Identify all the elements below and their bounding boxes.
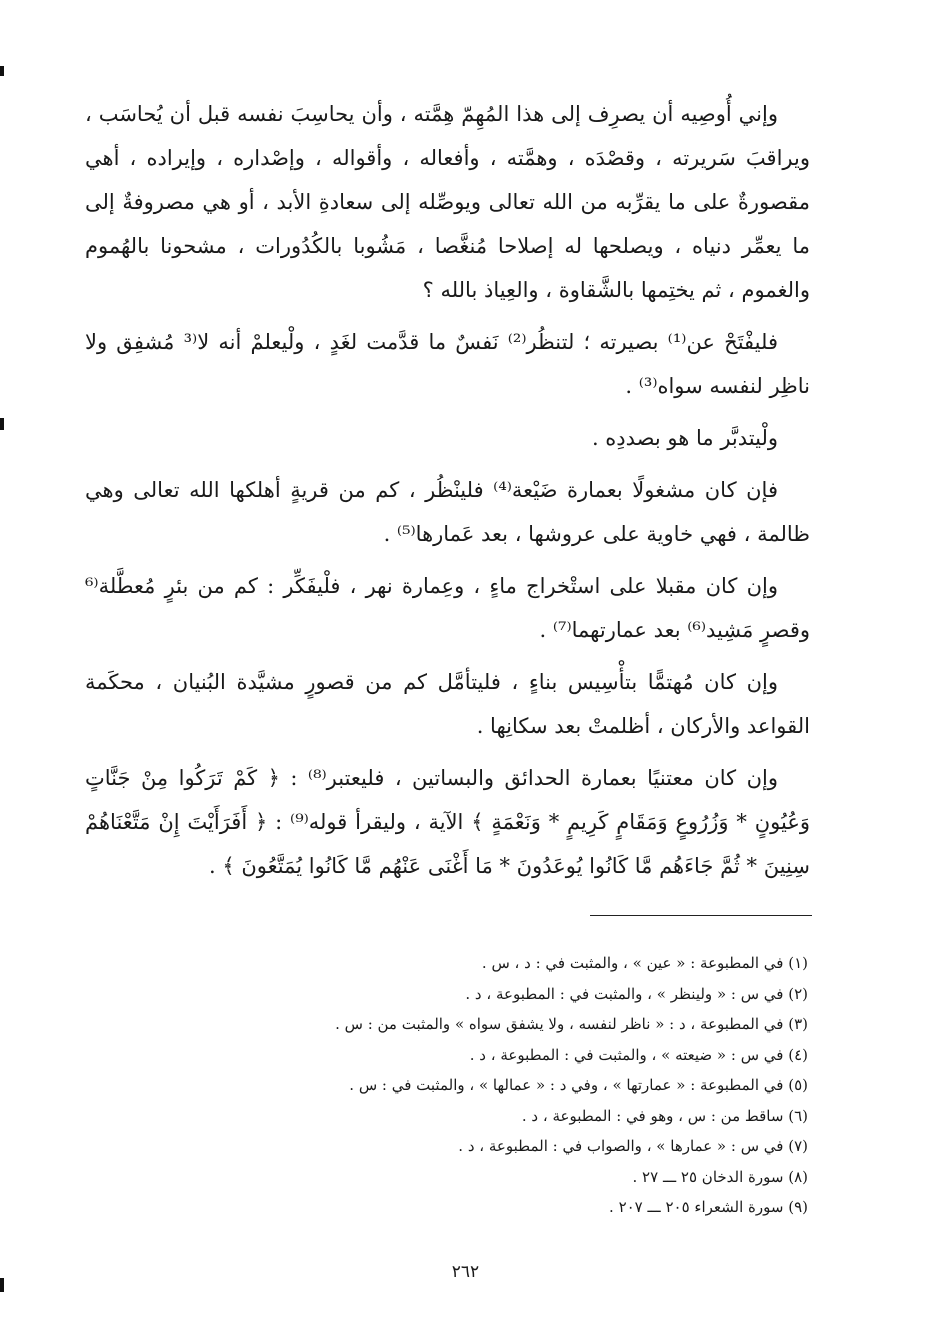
paragraph-6: وإن كان مُهتمًّا بتأْسِيس بناءٍ ، فليتأمَّل كم من قصورٍ مشيَّدة البُنيان ، محكَمة القواعد والأركان ، أظلمتْ بعد سكانِها .: [85, 670, 810, 738]
main-text: [85, 92, 810, 896]
page-number: ٢٦٢: [451, 1262, 480, 1282]
paragraph-1: وإني أُوصِيه أن يصرِف إلى هذا المُهِمّ هِمَّته ، وأن يحاسِبَ نفسه قبل أن يُحاسَب ، ويراقبَ سَريرته ، وقصْدَه ، وهمَّته ، وأفعاله ، وأقواله ، وإصْداره ، وإيراده ، أهي مقصورةٌ على ما يقرِّبه من الله تعالى ويوصِّله إلى سعادةِ الأبد ، أو هي مصروفةٌ إلى ما يعمِّر دنياه ، ويصلحها له إصلاحا مُنغَّصا ، مَشُوبا بالكُدُورات ، مشحونا بالهُموم والغموم ، ثم يختِمها بالشَّقاوة ، والعِياذ بالله ؟: [85, 102, 810, 302]
paragraph-4: فإن كان مشغولًا بعمارة ضَيْعة⁽⁴⁾ فلينْظُر ، كم من قريةٍ أهلكها الله تعالى وهي ظالمة ، فهي خاوية على عروشها ، بعد عَمارها⁽⁵⁾ .: [85, 478, 810, 546]
footnotes: [90, 948, 808, 1223]
footnote-1: (١) في المطبوعة : « عين » ، والمثبت في : د ، س .: [481, 954, 808, 972]
footnote-3: (٣) في المطبوعة ، د : « ناظر لنفسه ، ولا يشفق سواه » والمثبت من : س .: [335, 1015, 808, 1033]
footnote-5: (٥) في المطبوعة : « عمارتها » ، وفي د : « عمالها » ، والمثبت في : س .: [349, 1076, 808, 1094]
footnote-8: (٨) سورة الدخان ٢٥ ـــ ٢٧ .: [632, 1167, 808, 1186]
scan-edge-mark-top: [0, 66, 4, 76]
paragraph-3: ولْيتدبَّر ما هو بصددِه .: [591, 426, 778, 450]
footnote-separator: [590, 915, 812, 916]
paragraph-5: وإن كان مقبلا على استْخراج ماءٍ ، وعِمارة نهر ، فلْيفَكِّر : كم من بئرٍ مُعطَّلة⁽⁶ وقصرٍ مَشِيد⁽⁶⁾ بعد عمارتهما⁽⁷⁾ .: [85, 574, 810, 642]
footnote-4: (٤) في س : « ضيعته » ، والمثبت في : المطبوعة ، د .: [469, 1045, 808, 1064]
paragraph-2: فليفْتَحْ عن⁽¹⁾ بصيرته ؛ لتنظُر⁽²⁾ نَفسٌ ما قدَّمت لغَدٍ ، ولْيعلمْ أنه لا⁽³ مُشفِق ولا ناظِر لنفسه سواه⁽³⁾ .: [85, 330, 810, 398]
footnote-2: (٢) في س : « ولينظر » ، والمثبت في : المطبوعة ، د .: [465, 984, 808, 1003]
paragraph-7: وإن كان معتنيًا بعمارة الحدائق والبساتين ، فليعتبر⁽⁸⁾ : ﴿ كَمْ تَرَكُوا مِنْ جَنَّاتٍ وَعُيُونٍ * وَزُرُوعٍ وَمَقَامٍ كَرِيمٍ * وَنَعْمَةٍ ﴾ الآية ، وليقرأ قوله⁽⁹⁾ : ﴿ أَفَرَأَيْتَ إِنْ مَتَّعْنَاهُمْ سِنِينَ * ثُمَّ جَاءَهُم مَّا كَانُوا يُوعَدُونَ * مَا أَغْنَى عَنْهُم مَّا كَانُوا يُمَتَّعُونَ ﴾ .: [85, 766, 810, 878]
footnote-7: (٧) في س : « عمارها » ، والصواب في : المطبوعة ، د .: [458, 1137, 808, 1155]
scan-edge-mark-middle: [0, 418, 4, 430]
body-text: [85, 92, 810, 888]
footnote-9: (٩) سورة الشعراء ٢٠٥ ـــ ٢٠٧ .: [609, 1198, 808, 1216]
footnote-6: (٦) ساقط من : س ، وهو في : المطبوعة ، د .: [521, 1106, 808, 1125]
